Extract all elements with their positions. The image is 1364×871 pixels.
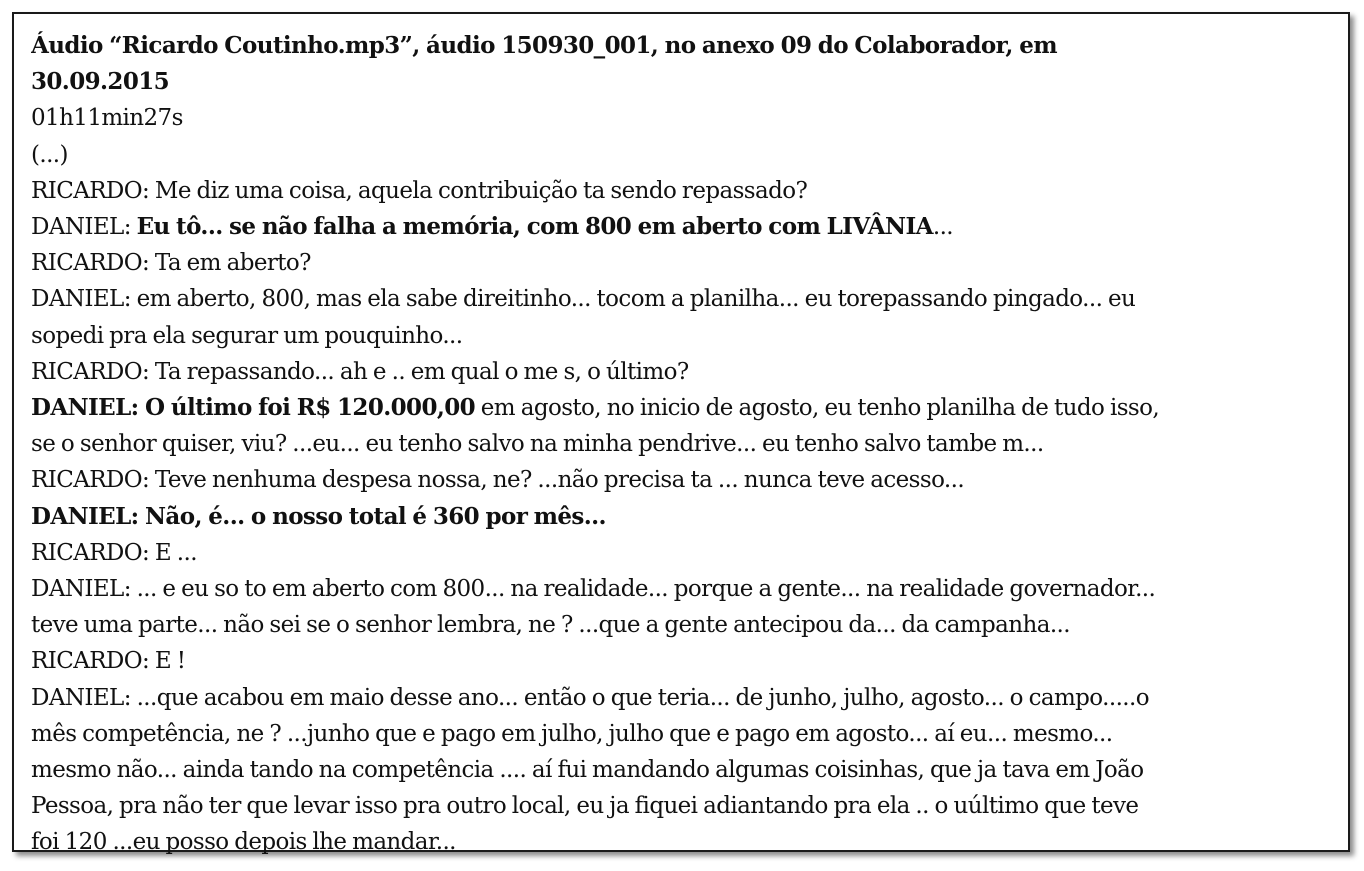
transcript-content [31,28,1341,861]
transcript-line: RICARDO: E ... [31,539,197,566]
document-title: Áudio “Ricardo Coutinho.mp3”, áudio 150930_001, no anexo 09 do Colaborador, em [31,32,1058,59]
omission-marker: (...) [31,141,68,168]
emphasized-text: Eu tô... se não falha a memória, com 800 em aberto com LIVÂNIA [136,213,933,241]
transcript-line: RICARDO: Teve nenhuma despesa nossa, ne? ...não precisa ta ... nunca teve acesso... [31,467,965,494]
transcript-line [31,390,1341,426]
transcript-line: sopedi pra ela segurar um pouquinho... [31,322,463,349]
speaker-label: DANIEL: [31,214,137,241]
transcript-line: RICARDO: E ! [31,648,186,675]
transcript-line [31,209,1341,245]
transcript-line: DANIEL: em aberto, 800, mas ela sabe direitinho... tocom a planilha... eu torepassando pingado... eu [31,286,1136,313]
transcript-box [12,12,1350,856]
transcript-line: mesmo não... ainda tando na competência .... aí fui mandando algumas coisinhas, que ja tava em João [31,757,1144,784]
transcript-line-emphasized: DANIEL: Não, é... o nosso total é 360 por mês... [31,502,606,530]
transcript-line: RICARDO: Ta em aberto? [31,250,311,277]
transcript-line: foi 120 ...eu posso depois lhe mandar... [31,829,456,856]
transcript-line: RICARDO: Ta repassando... ah e .. em qual o me s, o último? [31,358,689,385]
timestamp: 01h11min27s [31,105,183,132]
transcript-line: DANIEL: ...que acabou em maio desse ano... então o que teria... de junho, julho, agosto... o campo.....o [31,684,1149,711]
transcript-line: RICARDO: Me diz uma coisa, aquela contribuição ta sendo repassado? [31,177,808,204]
transcript-line: DANIEL: ... e eu so to em aberto com 800... na realidade... porque a gente... na realidade governador... [31,576,1156,603]
transcript-line: se o senhor quiser, viu? ...eu... eu tenho salvo na minha pendrive... eu tenho salvo tambe m... [31,431,1044,458]
line-tail: ... [932,214,953,241]
emphasized-text: DANIEL: O último foi R$ 120.000,00 [31,394,476,422]
transcript-line: Pessoa, pra não ter que levar isso pra outro local, eu ja fiquei adiantando pra ela .. o uúltimo que teve [31,793,1139,820]
document-date: 30.09.2015 [31,68,170,96]
transcript-line: mês competência, ne ? ...junho que e pago em julho, julho que e pago em agosto... aí eu... mesmo... [31,720,1113,747]
transcript-line: teve uma parte... não sei se o senhor lembra, ne ? ...que a gente antecipou da... da campanha... [31,612,1070,639]
line-tail: em agosto, no inicio de agosto, eu tenho planilha de tudo isso, [475,395,1160,422]
